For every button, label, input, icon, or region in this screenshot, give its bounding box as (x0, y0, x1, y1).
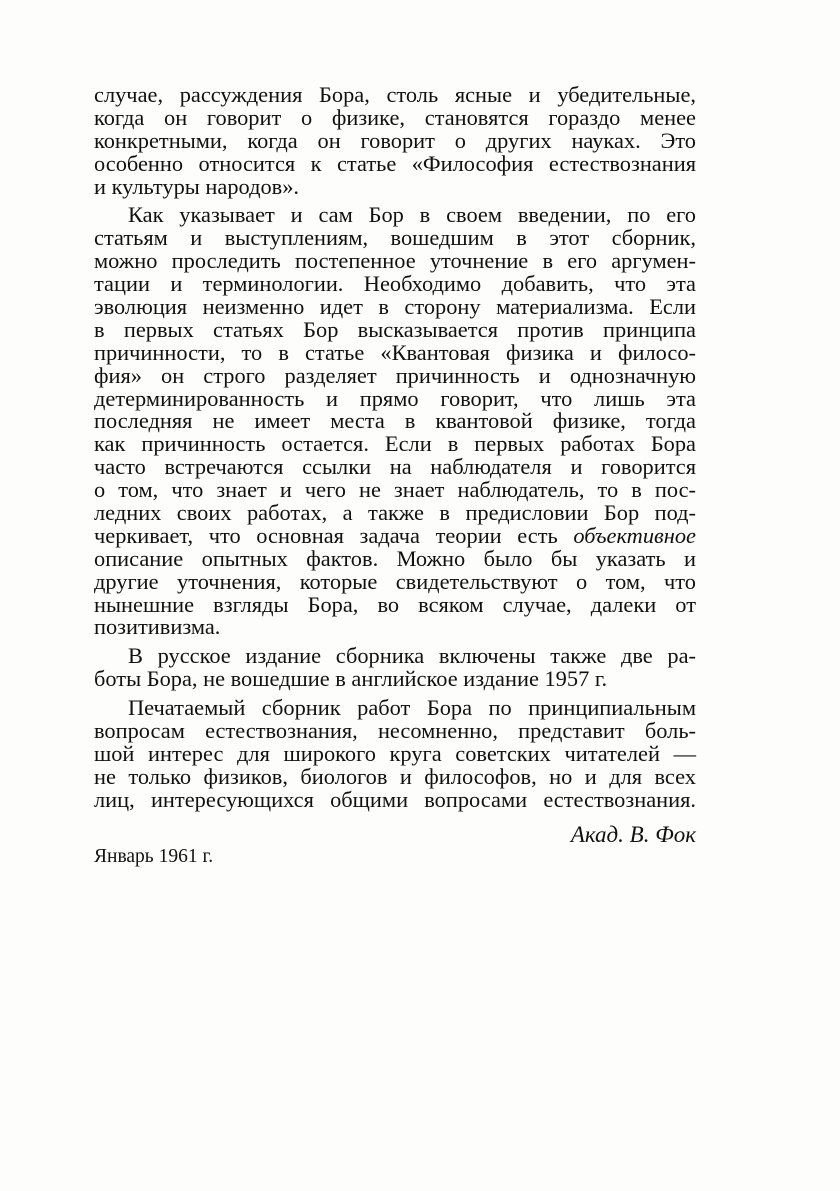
text-line: в первых статьях Бор высказывается против принципа (94, 316, 696, 342)
text-line: и культуры народов». (94, 173, 300, 199)
text-line: ледних своих работах, а также в предисловии Бор под- (94, 500, 696, 526)
author-signature: Акад. В. Фок (570, 822, 696, 847)
text-line: другие уточнения, которые свидетельствуют о том, что (94, 568, 696, 594)
text-line: тации и терминологии. Необходимо добавить, что эта (94, 271, 696, 297)
text-line: черкивает, что основная задача теории есть объективное (94, 522, 696, 548)
text-line: нынешние взгляды Бора, во всяком случае, далеки от (94, 591, 696, 617)
text-line: о том, что знает и чего не знает наблюдатель, то в пос- (94, 477, 696, 503)
text-line: причинности, то в статье «Квантовая физика и филосо- (94, 339, 696, 365)
text-line: боты Бора, не вошедшие в английское издание 1957 г. (94, 666, 608, 692)
text-line: шой интерес для широкого круга советских читателей — (94, 740, 696, 766)
paragraph (94, 204, 696, 639)
text-line: Как указывает и сам Бор в своем введении, по его (128, 202, 696, 228)
text-line: позитивизма. (94, 614, 221, 640)
text-line: когда он говорит о физике, становятся гораздо менее (94, 104, 696, 130)
paragraph (94, 697, 696, 811)
text-line: не только физиков, биологов и философов, но и для всех (94, 763, 696, 789)
text-line: описание опытных фактов. Можно было бы указать и (94, 545, 696, 571)
text-line: можно проследить постепенное уточнение в его аргумен- (94, 248, 696, 274)
text-line: конкретными, когда он говорит о других науках. Это (94, 127, 696, 153)
text-line: В русское издание сборника включены также две ра- (128, 643, 696, 669)
text-line: часто встречаются ссылки на наблюдателя и говорится (94, 454, 696, 480)
text-line: особенно относится к статье «Философия естествознания (94, 150, 696, 176)
text-line: вопросам естествознания, несомненно, представит боль- (94, 718, 696, 744)
paragraph (94, 645, 696, 691)
paragraph (94, 84, 696, 198)
text-line: эволюция неизменно идет в сторону материализма. Если (94, 294, 696, 320)
text-line: лиц, интересующихся общими вопросами естествознания. (94, 786, 696, 812)
text-line: статьям и выступлениям, вошедшим в этот сборник, (94, 225, 696, 251)
text-line: как причинность остается. Если в первых работах Бора (94, 431, 696, 457)
text-line: фия» он строго разделяет причинность и однозначную (94, 362, 696, 388)
text-line: детерминированность и прямо говорит, что лишь эта (94, 385, 696, 411)
body-text (94, 84, 696, 812)
date-line: Январь 1961 г. (94, 846, 214, 867)
text-line: Печатаемый сборник работ Бора по принципиальным (128, 695, 696, 721)
text-line: случае, рассуждения Бора, столь ясные и убедительные, (94, 82, 696, 107)
text-line: последняя не имеет места в квантовой физике, тогда (94, 408, 696, 434)
